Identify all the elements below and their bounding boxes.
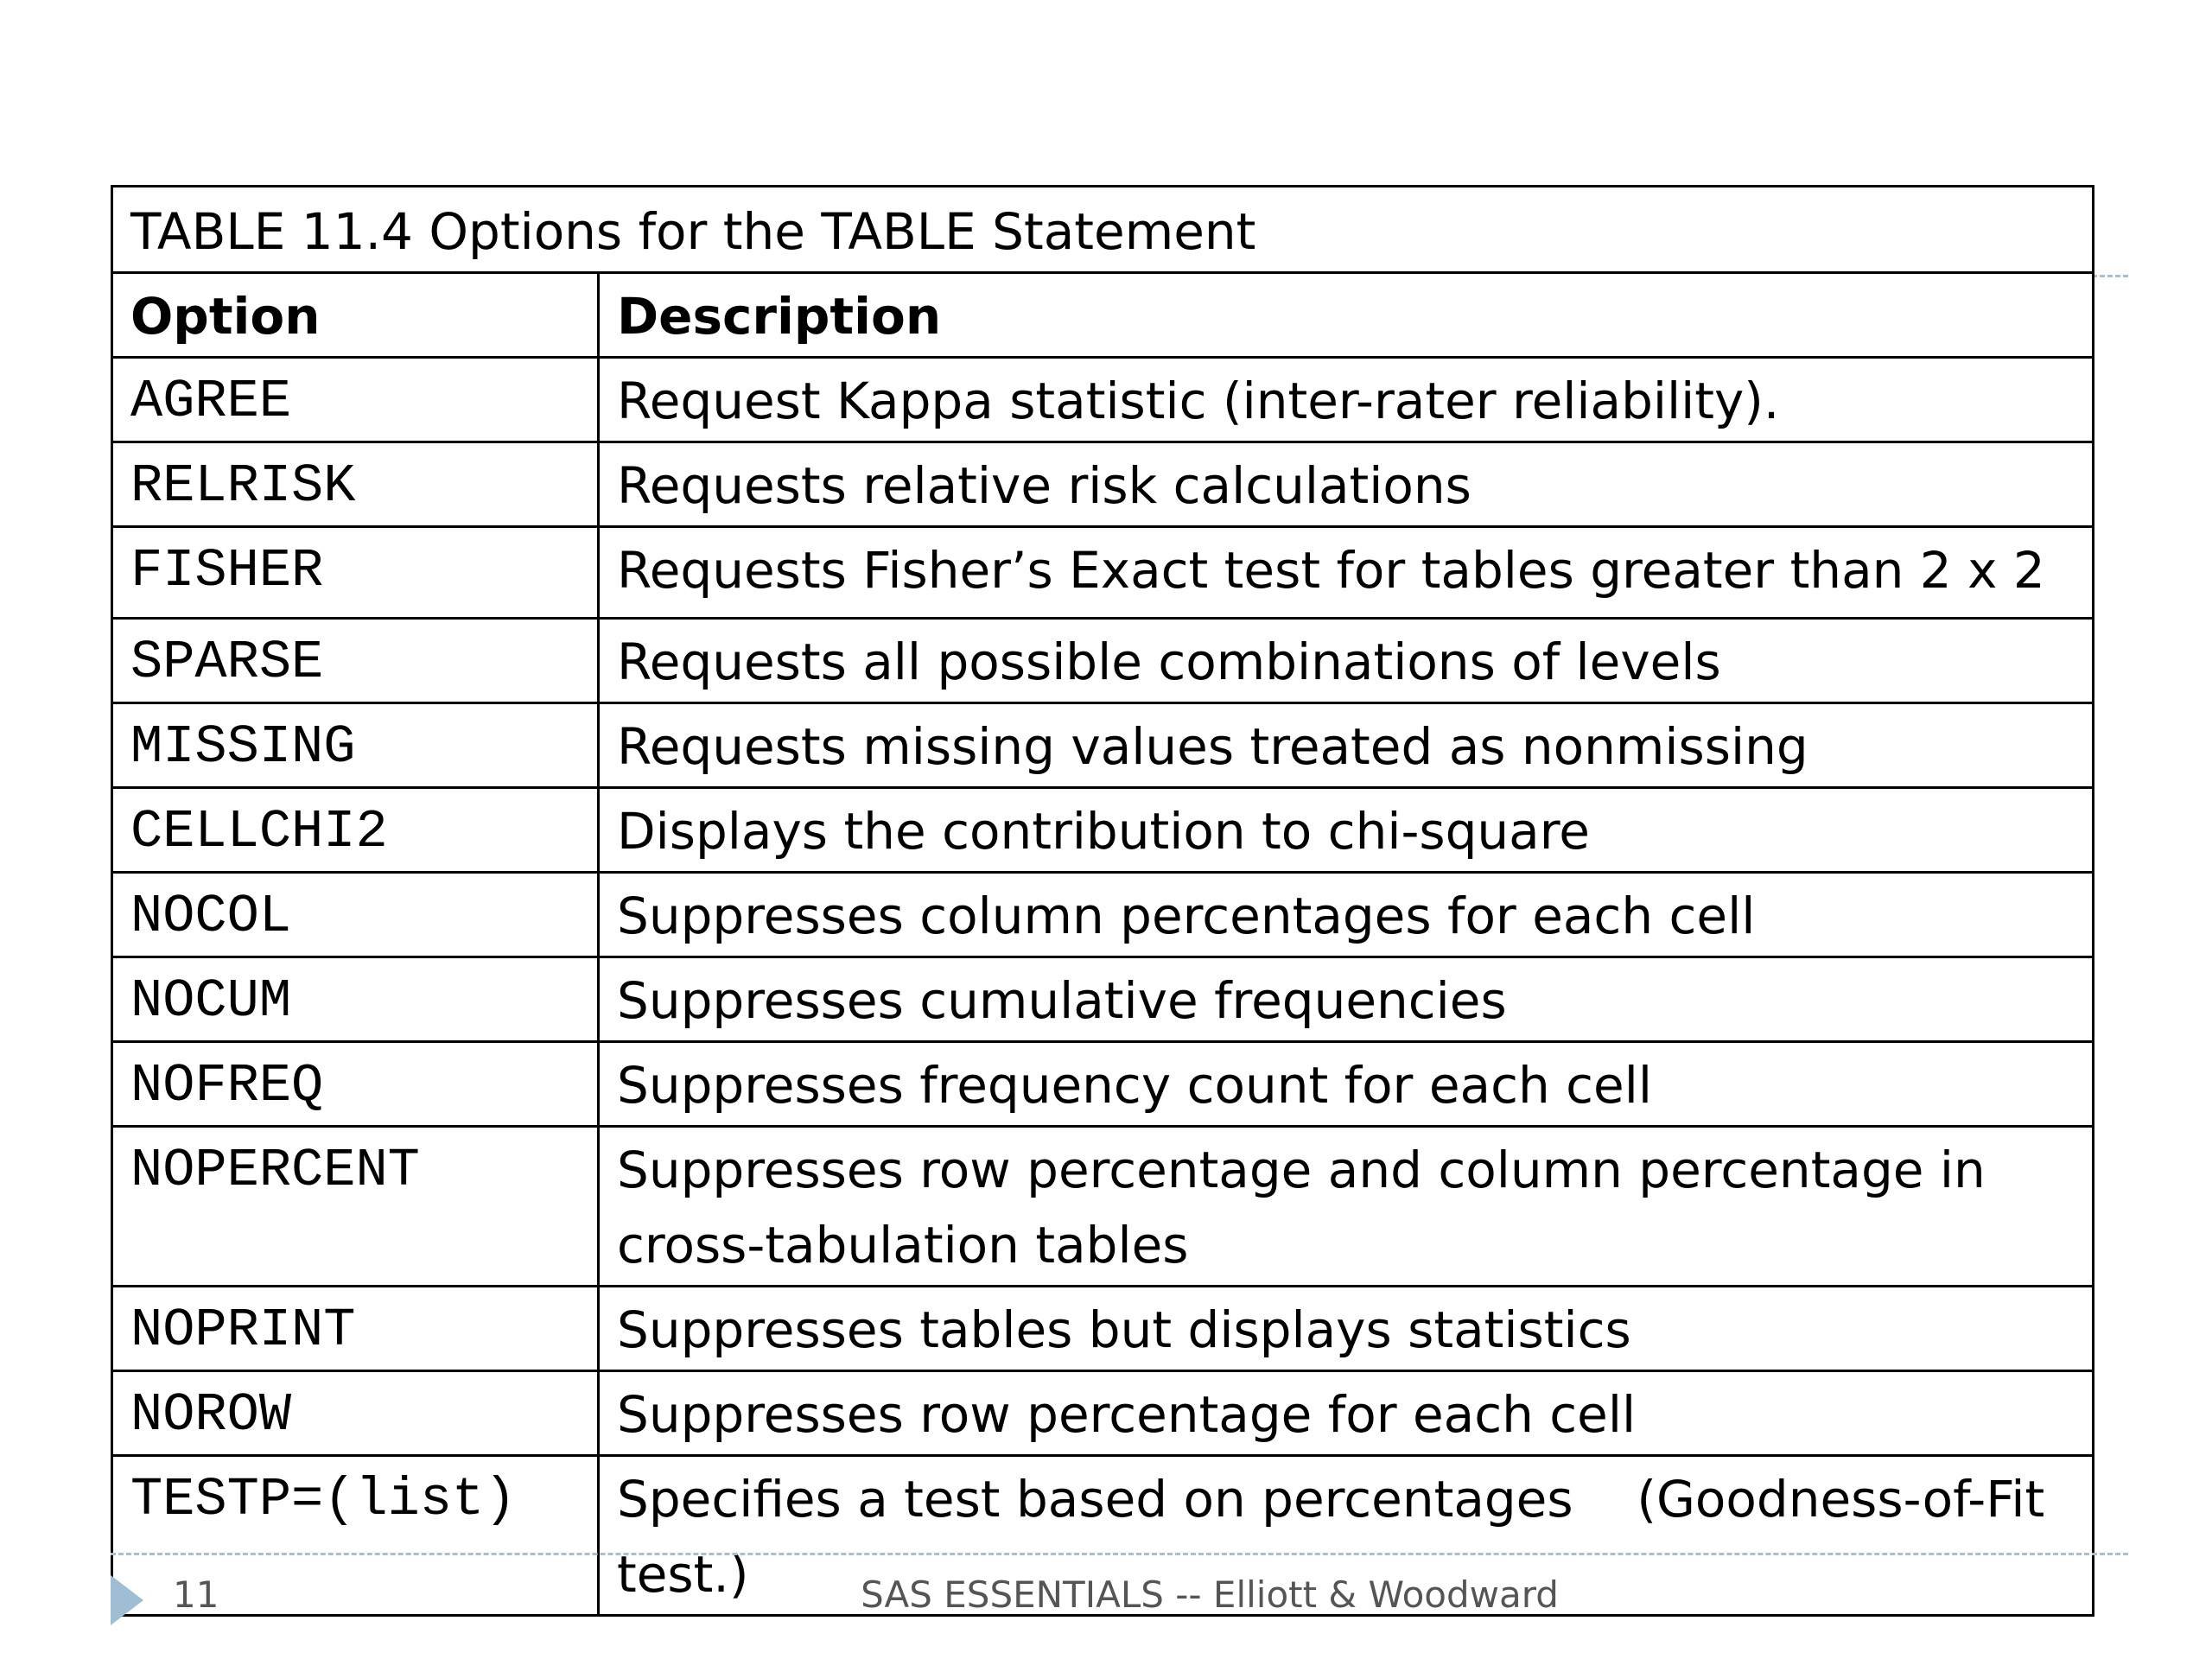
description-cell: Suppresses frequency count for each cell: [599, 1042, 2094, 1127]
table-row: [112, 1042, 2094, 1127]
option-cell: AGREE: [112, 358, 599, 442]
option-cell: NOPRINT: [112, 1287, 599, 1371]
table-row: [112, 1127, 2094, 1287]
table-row: [112, 788, 2094, 873]
option-cell: NOCUM: [112, 957, 599, 1042]
table-row: [112, 957, 2094, 1042]
option-column-header: Option: [112, 273, 599, 358]
description-cell: Requests all possible combinations of levels: [599, 619, 2094, 703]
table-title-row: [112, 187, 2094, 273]
option-cell: RELRISK: [112, 442, 599, 527]
table-header-row: [112, 273, 2094, 358]
option-cell: TESTP=(list): [112, 1456, 599, 1616]
option-cell: NOCOL: [112, 873, 599, 957]
description-cell: Requests Fisher’s Exact test for tables greater than 2 x 2: [599, 527, 2094, 619]
table-row: [112, 1371, 2094, 1456]
page-number: 11: [173, 1573, 219, 1616]
option-cell: CELLCHI2: [112, 788, 599, 873]
option-cell: FISHER: [112, 527, 599, 619]
option-cell: MISSING: [112, 703, 599, 788]
option-cell: NOROW: [112, 1371, 599, 1456]
triangle-arrow-icon: [111, 1575, 143, 1625]
description-cell: Suppresses cumulative frequencies: [599, 957, 2094, 1042]
table-row: [112, 873, 2094, 957]
table-row: [112, 619, 2094, 703]
description-cell: Request Kappa statistic (inter-rater reliability).: [599, 358, 2094, 442]
table-row: [112, 527, 2094, 619]
description-cell: Suppresses row percentage for each cell: [599, 1371, 2094, 1456]
options-table: [111, 185, 2094, 1617]
option-cell: NOFREQ: [112, 1042, 599, 1127]
description-cell: Displays the contribution to chi-square: [599, 788, 2094, 873]
table-title: TABLE 11.4 Options for the TABLE Statement: [112, 187, 2094, 273]
table-row: [112, 358, 2094, 442]
description-cell: Requests relative risk calculations: [599, 442, 2094, 527]
description-cell: Requests missing values treated as nonmissing: [599, 703, 2094, 788]
description-cell: Specifies a test based on percentages (Goodness-of-Fit test.): [599, 1456, 2094, 1616]
table-row: [112, 1287, 2094, 1371]
description-cell: Suppresses column percentages for each cell: [599, 873, 2094, 957]
description-cell: Suppresses row percentage and column percentage in cross-tabulation tables: [599, 1127, 2094, 1287]
footer-divider: [111, 1553, 2128, 1555]
table-row: [112, 442, 2094, 527]
footer-title: SAS ESSENTIALS -- Elliott & Woodward: [861, 1573, 1559, 1616]
option-cell: SPARSE: [112, 619, 599, 703]
description-cell: Suppresses tables but displays statistics: [599, 1287, 2094, 1371]
option-cell: NOPERCENT: [112, 1127, 599, 1287]
description-column-header: Description: [599, 273, 2094, 358]
table-row: [112, 703, 2094, 788]
